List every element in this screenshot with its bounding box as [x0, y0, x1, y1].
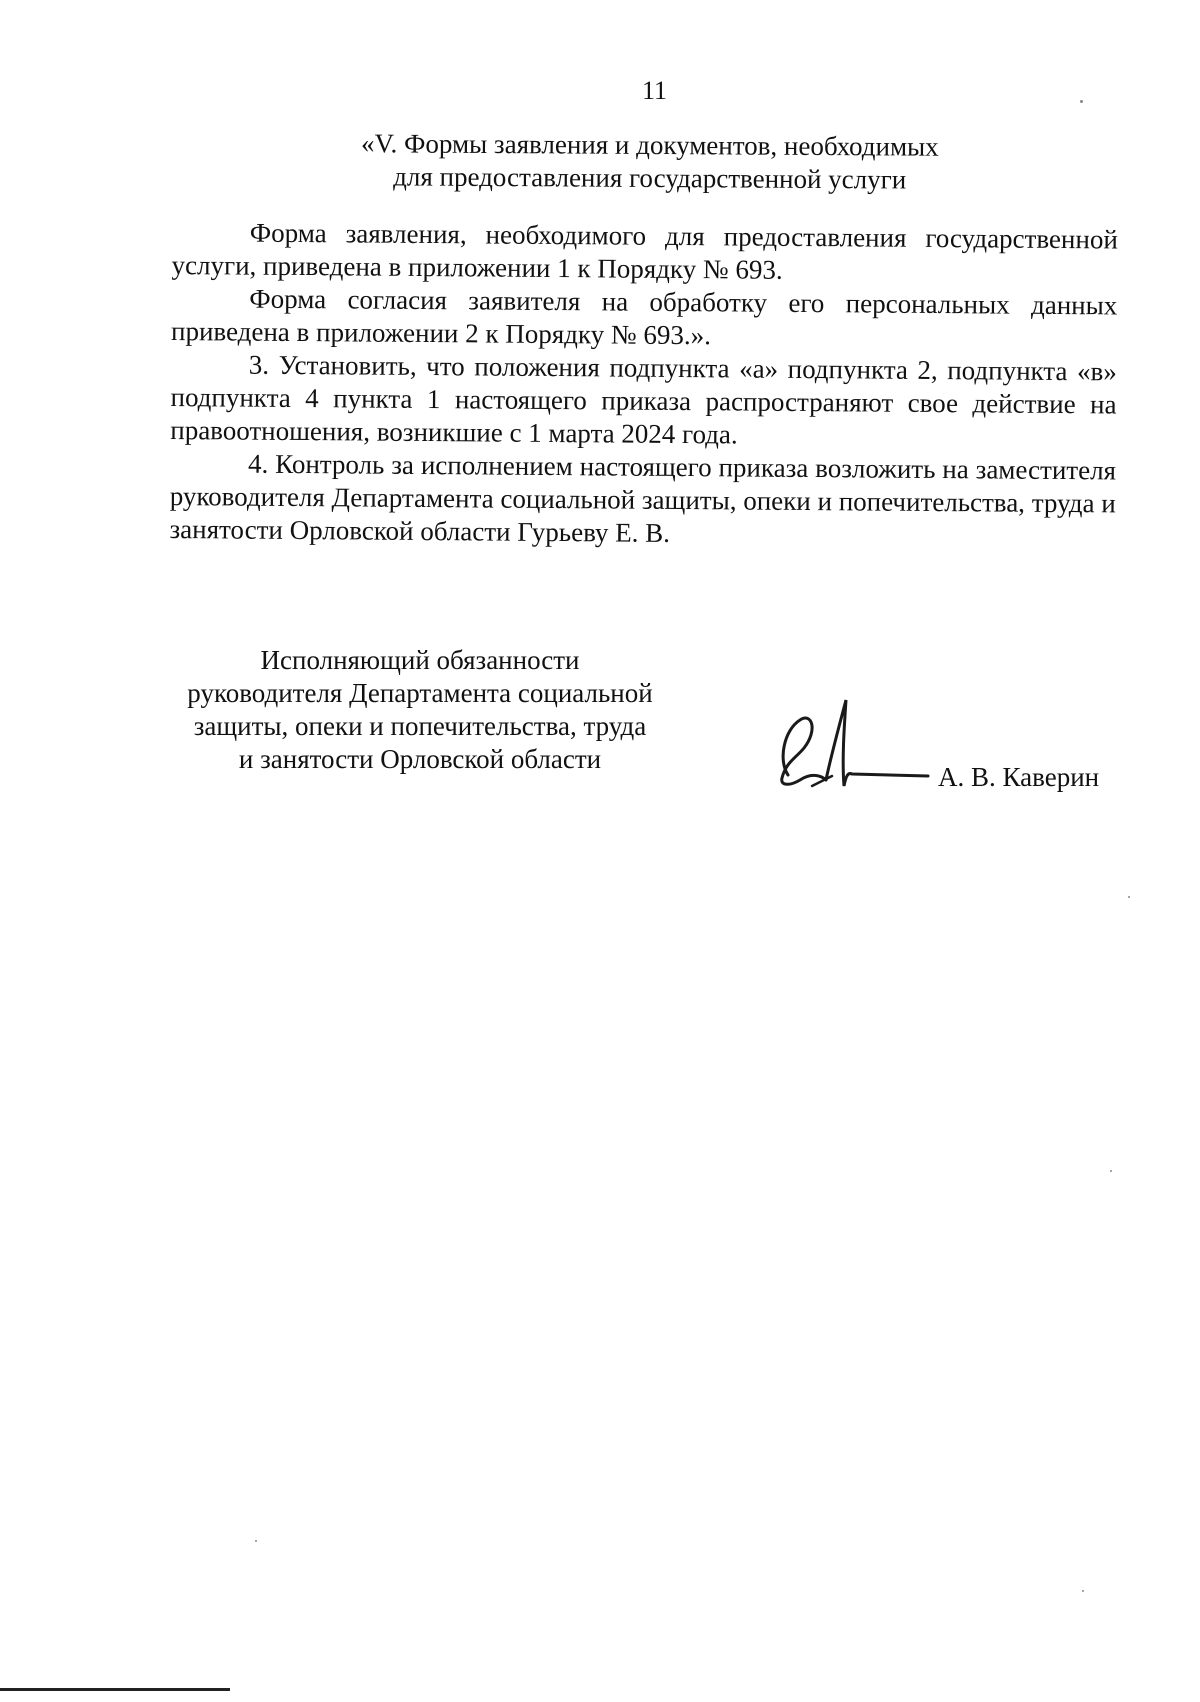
- signatory-title-line-3: защиты, опеки и попечительства, труда: [193, 711, 647, 741]
- paragraph-item-3: 3. Установить, что положения подпункта «а» подпункта 2, подпункта «в» подпункта 4 пункта 1 настоящего приказа распространяют свое действие на правоотношения, возникшие с 1 марта 2024 года.: [170, 349, 1117, 450]
- scan-edge-line: [0, 1688, 230, 1691]
- signatory-title-line-2: руководителя Департамента социальной: [187, 678, 653, 708]
- scan-speck: [1110, 1170, 1112, 1172]
- section-heading-line-2: для предоставления государственной услуги: [393, 161, 907, 195]
- page-number: 11: [642, 76, 668, 105]
- section-heading-line-1: «V. Формы заявления и документов, необходимых: [360, 128, 939, 162]
- scan-speck: [1080, 100, 1083, 103]
- signatory-title-line-4: и занятости Орловской области: [238, 744, 602, 774]
- scan-speck: [255, 1540, 257, 1542]
- paragraph-consent-form: Форма согласия заявителя на обработку его персональных данных приведена в приложении 2 к Порядку № 693.».: [170, 283, 1118, 351]
- scan-speck: [1128, 896, 1130, 898]
- section-heading: [330, 127, 970, 197]
- document-body: [169, 216, 1118, 553]
- handwritten-signature: [760, 690, 930, 800]
- paragraph-item-4: 4. Контроль за исполнением настоящего приказа возложить на заместителя руководителя Департамента социальной защиты, опеки и попечительства, труда и занятости Орловской области Гурьеву Е. В.: [169, 448, 1117, 548]
- signatory-title-line-1: Исполняющий обязанности: [260, 645, 580, 675]
- scan-speck: [1082, 1590, 1084, 1592]
- paragraph-application-form: Форма заявления, необходимого для предоставления государственной услуги, приведена в приложении 1 к Порядку № 693.: [171, 217, 1118, 285]
- signer-name: А. В. Каверин: [938, 762, 1100, 792]
- signatory-title: [160, 644, 680, 776]
